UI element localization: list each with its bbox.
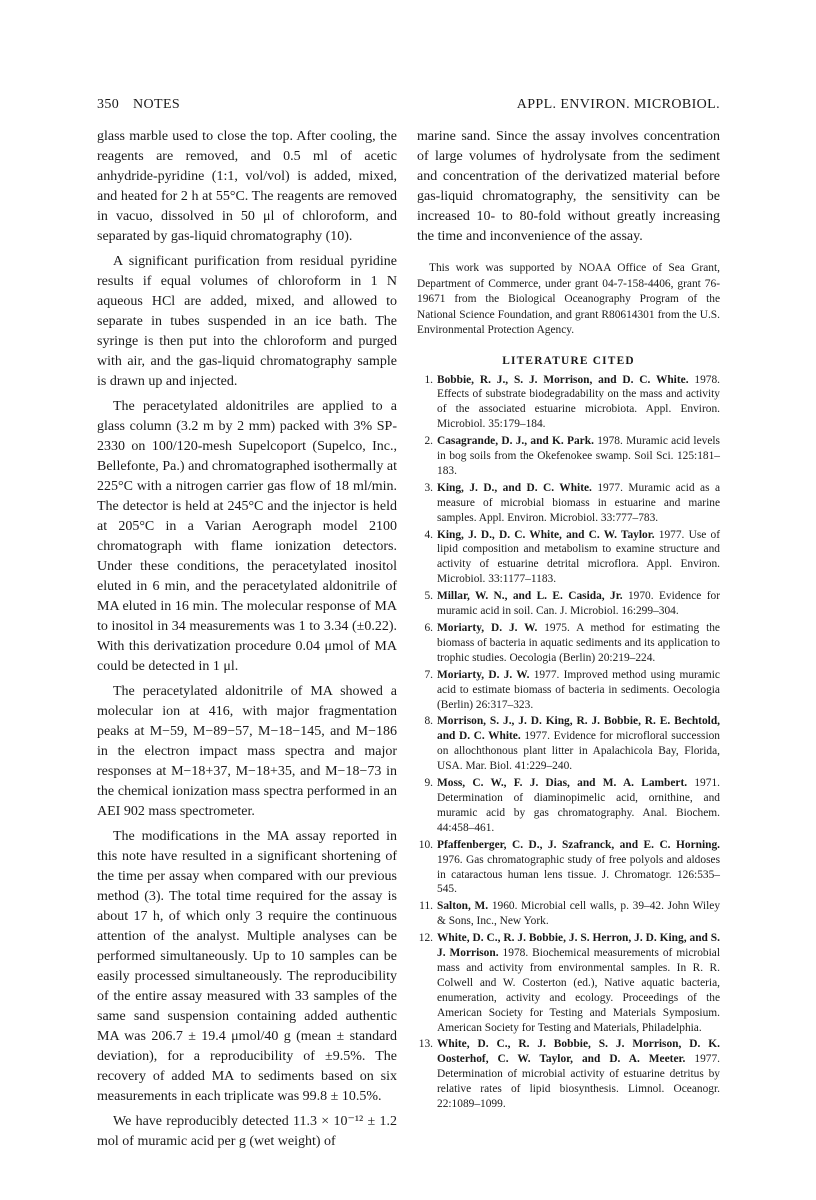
literature-heading: LITERATURE CITED xyxy=(502,354,635,367)
reference-citation: 1978. Effects of substrate biodegradability on the mass and activity of the associated estuarine microbiota. Appl. Environ. Microbiol. 35:179–184. xyxy=(437,373,720,431)
reference-item xyxy=(417,668,720,713)
reference-item xyxy=(417,1037,720,1112)
reference-item xyxy=(417,714,720,774)
reference-authors: Millar, W. N., and L. E. Casida, Jr. xyxy=(437,590,623,603)
reference-authors: White, D. C., R. J. Bobbie, S. J. Morrison, D. K. Oosterhof, C. W. Taylor, and D. A. Meeter. xyxy=(437,1038,720,1066)
reference-item xyxy=(417,931,720,1035)
reference-item xyxy=(417,481,720,526)
reference-citation: 1976. Gas chromatographic study of free polyols and aldoses in cataractous human lens tissue. J. Chromatogr. 126:535–545. xyxy=(437,853,720,896)
reference-number: 5. xyxy=(424,590,433,603)
reference-list xyxy=(417,373,720,1113)
reference-citation: 1971. Determination of diaminopimelic acid, ornithine, and muramic acid by gas chromatography. Anal. Biochem. 44:458–461. xyxy=(437,777,720,834)
reference-authors: Morrison, S. J., J. D. King, R. J. Bobbie, R. E. Bechtold, and D. C. White. xyxy=(437,715,720,743)
reference-citation: 1977. Determination of microbial activity of estuarine detritus by relative rates of lipid biosynthesis. Limnol. Oceanogr. 22:1089–1099. xyxy=(437,1053,720,1111)
body-paragraph: The peracetylated aldonitriles are applied to a glass column (3.2 m by 2 mm) packed with 3% SP-2330 on 100/120-mesh Supelcoport (Supelco, Inc., Bellefonte, Pa.) and chromatographed isothermally at 225°C with a nitrogen carrier gas flow of 18 ml/min. The detector is held at 245°C and the injector is held at 205°C in a Varian Aerograph model 2100 chromatograph with flame ionization detectors. Under these conditions, the peracetylated inositol eluted in 6 min, and the peracetylated aldonitrile of MA eluted in 16 min. The molecular response of MA to inositol in 34 measurements was 1 to 3.34 (±0.22). With this derivatization procedure 0.04 μmol of MA could be detected in 1 μl. xyxy=(97,399,397,674)
reference-citation: 1975. A method for estimating the biomass of bacteria in aquatic sediments and its application to trophic studies. Oecologia (Berlin) 20:219–224. xyxy=(437,622,720,664)
reference-item xyxy=(417,589,720,619)
reference-number: 6. xyxy=(424,622,433,634)
reference-authors: Moriarty, D. J. W. xyxy=(437,668,530,681)
reference-citation: 1977. Use of lipid composition and metabolism to examine structure and activity of estuarine detrital microflora. Appl. Environ. Microbiol. 33:1177–1183. xyxy=(437,528,721,586)
reference-number: 4. xyxy=(424,528,433,541)
section-label: NOTES xyxy=(133,97,181,112)
reference-number: 2. xyxy=(424,435,433,448)
reference-authors: White, D. C., R. J. Bobbie, J. S. Herron, J. D. King, and S. J. Morrison. xyxy=(437,932,720,960)
reference-number: 1. xyxy=(424,373,433,386)
reference-number: 7. xyxy=(424,668,433,681)
body-paragraph: marine sand. Since the assay involves concentration of large volumes of hydrolysate from the sediment and concentration of the derivatized material before gas-liquid chromatography, the sensitivity can be increased 10- to 80-fold without greatly increasing the time and inconvenience of the assay. xyxy=(417,129,720,244)
reference-number: 10. xyxy=(418,838,433,851)
reference-item xyxy=(417,528,720,588)
page-number: 350 xyxy=(97,97,120,112)
right-column xyxy=(417,127,720,1114)
reference-citation: 1977. Improved method using muramic acid to estimate biomass of bacteria in sediments. Oecologia (Berlin) 26:317–323. xyxy=(437,668,720,711)
reference-citation: 1977. Muramic acid as a measure of microbial biomass in estuarine and marine samples. Appl. Environ. Microbiol. 33:777–783. xyxy=(437,481,720,524)
reference-item xyxy=(417,373,720,433)
reference-citation: 1977. Evidence for microfloral succession on allochthonous plant litter in Apalachicola Bay, Florida, USA. Mar. Biol. 41:229–240. xyxy=(437,730,720,773)
reference-item xyxy=(417,838,720,898)
reference-number: 8. xyxy=(424,715,433,728)
reference-authors: King, J. D., D. C. White, and C. W. Taylor. xyxy=(437,528,655,541)
body-paragraph: glass marble used to close the top. After cooling, the reagents are removed, and 0.5 ml of acetic anhydride-pyridine (1:1, vol/vol) is added, mixed, and heated for 2 h at 55°C. The reagents are removed in vacuo, dissolved in 50 μl of chloroform, and separated by gas-liquid chromatography (10). xyxy=(97,129,397,244)
reference-number: 3. xyxy=(424,481,433,494)
reference-number: 11. xyxy=(419,900,433,913)
reference-item xyxy=(417,776,720,836)
reference-item xyxy=(417,621,720,666)
reference-number: 12. xyxy=(418,932,433,945)
reference-number: 13. xyxy=(418,1038,433,1051)
reference-authors: King, J. D., and D. C. White. xyxy=(437,481,592,494)
reference-item xyxy=(417,434,720,479)
journal-name: APPL. ENVIRON. MICROBIOL. xyxy=(516,97,720,112)
reference-number: 9. xyxy=(424,777,433,790)
body-paragraph: The peracetylated aldonitrile of MA showed a molecular ion at 416, with major fragmentation peaks at M−59, M−89−57, M−18−145, and M−186 in the electron impact mass spectra and major responses at M−18+37, M−18+35, and M−18−73 in the chemical ionization mass spectra performed in an AEI 902 mass spectrometer. xyxy=(97,684,397,819)
reference-authors: Bobbie, R. J., S. J. Morrison, and D. C. White. xyxy=(437,373,689,386)
reference-citation: 1978. Muramic acid levels in bog soils from the Okefenokee swamp. Soil Sci. 125:181–183. xyxy=(437,435,720,477)
reference-authors: Casagrande, D. J., and K. Park. xyxy=(437,435,594,448)
running-header xyxy=(97,97,720,119)
reference-item xyxy=(417,899,720,929)
body-paragraph: A significant purification from residual pyridine results if equal volumes of chloroform in 1 N aqueous HCl are added, mixed, and allowed to separate in tubes suspended in an ice bath. The syringe is then put into the chloroform and purged with air, and the gas-liquid chromatography sample is drawn up and injected. xyxy=(97,254,397,389)
body-paragraph: The modifications in the MA assay reported in this note have resulted in a significant shortening of the time per assay when compared with our previous method (3). The total time required for the assay is about 17 h, of which only 3 require the continuous attention of the analyst. Multiple analyses can be performed simultaneously. Up to 10 samples can be easily processed simultaneously. The reproducibility of the entire assay measured with 33 samples of the same sand suspension containing added authentic MA was 206.7 ± 19.4 μmol/40 g (mean ± standard deviation), for a reproducibility of ±9.5%. The recovery of added MA to sediments based on six measurements in each triplicate was 99.8 ± 10.5%. xyxy=(97,829,397,1104)
body-paragraph: We have reproducibly detected 11.3 × 10⁻¹² ± 1.2 mol of muramic acid per g (wet weight) of xyxy=(97,1114,397,1149)
reference-citation: 1960. Microbial cell walls, p. 39–42. John Wiley & Sons, Inc., New York. xyxy=(437,900,721,928)
left-column xyxy=(97,127,397,1152)
reference-authors: Moss, C. W., F. J. Dias, and M. A. Lambert. xyxy=(437,777,688,790)
reference-authors: Pfaffenberger, C. D., J. Szafranck, and E. C. Horning. xyxy=(437,838,720,851)
reference-authors: Salton, M. xyxy=(437,900,489,913)
reference-citation: 1978. Biochemical measurements of microbial mass and activity from environmental samples. In R. R. Colwell and W. Costerton (ed.), Native aquatic bacteria, enumeration, activity and ecology. Proceedings of the American Society for Testing and Materials Symposium. American Society for Testing and Materials, Philadelphia. xyxy=(437,947,720,1034)
reference-authors: Moriarty, D. J. W. xyxy=(437,622,538,634)
reference-citation: 1970. Evidence for muramic acid in soil. Can. J. Microbiol. 16:299–304. xyxy=(437,590,720,618)
acknowledgment: This work was supported by NOAA Office of Sea Grant, Department of Commerce, under grant 04-7-158-4406, grant 76-19671 from the Biological Oceanography Program of the National Science Foundation, and grant R80614301 from the U.S. Environmental Protection Agency. xyxy=(417,262,720,336)
